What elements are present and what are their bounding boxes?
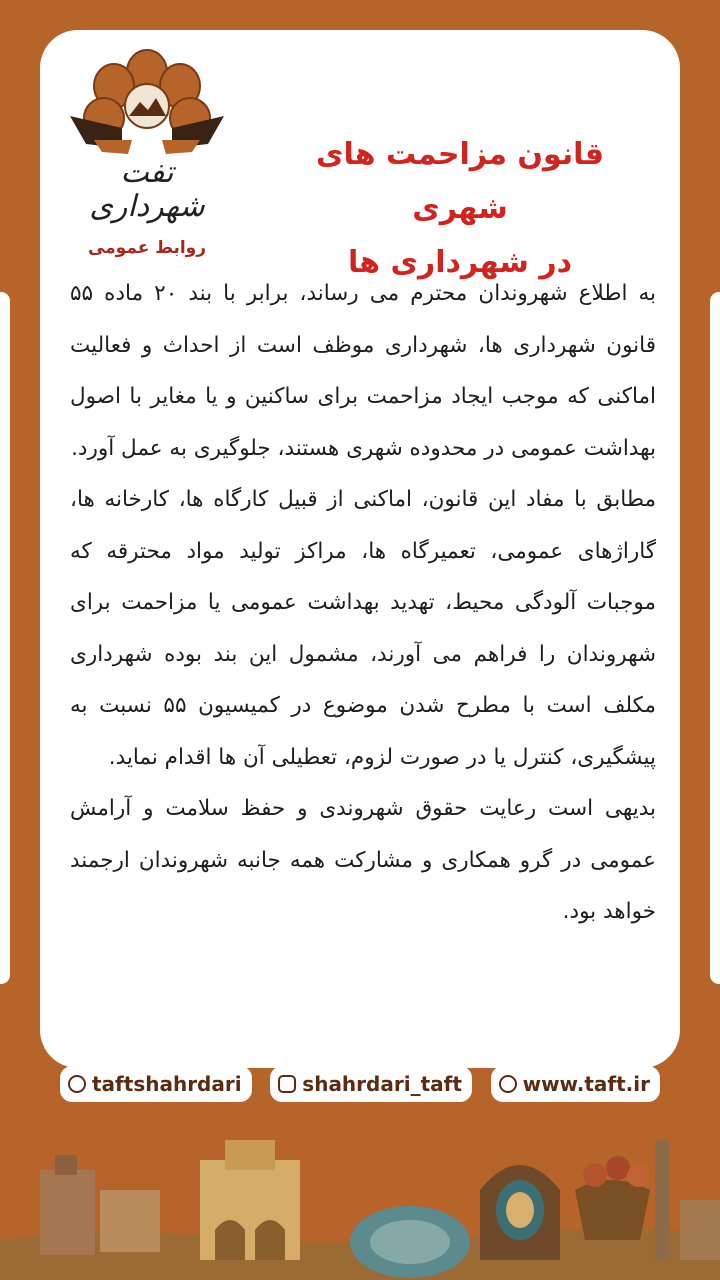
- announcement-body: [70, 268, 656, 938]
- instagram-link[interactable]: [270, 1066, 472, 1102]
- flower-emblem-icon: [62, 44, 252, 164]
- social-links: [60, 1066, 660, 1104]
- title-line-1: قانون مزاحمت های شهری: [315, 137, 605, 226]
- city-landmarks-illustration: [0, 1130, 720, 1280]
- eitaa-handle: taftshahrdari: [92, 1072, 242, 1096]
- right-decor-tab: [710, 292, 720, 984]
- left-decor-tab: [0, 292, 10, 984]
- title-line-2: در شهرداری ها: [347, 245, 573, 280]
- content-card: [40, 30, 680, 1068]
- page-title: [270, 128, 650, 290]
- eitaa-icon: [68, 1075, 86, 1093]
- globe-icon: [499, 1075, 517, 1093]
- paragraph-2: مطابق با مفاد این قانون، اماکنی از قبیل کارگاه ها، کارخانه ها، گاراژهای عمومی، تعمیرگاه ها، مراکز تولید مواد محترقه که موجبات آلودگی محیط، تهدید بهداشت عمومی یا مزاحمت برای شهروندان را فراهم می آورند، مشمول این بند بوده شهرداری مکلف است با مطرح شدن موضوع در کمیسیون ۵۵ نسبت به پیشگیری، کنترل یا در صورت لزوم، تعطیلی آن ها اقدام نماید.: [70, 487, 656, 770]
- instagram-handle: shahrdari_taft: [302, 1072, 462, 1096]
- website-link[interactable]: [491, 1066, 660, 1102]
- logo-department: روابط عمومی: [87, 238, 207, 258]
- logo-signature: تفت شهرداری: [89, 155, 205, 224]
- paragraph-1: به اطلاع شهروندان محترم می رساند، برابر با بند ۲۰ ماده ۵۵ قانون شهرداری ها، شهرداری موظف است از احداث و فعالیت اماکنی که موجب ایجاد مزاحمت برای ساکنین و یا مغایر با اصول بهداشت عمومی در محدوده شهری هستند، جلوگیری به عمل آورد.: [70, 281, 657, 461]
- instagram-icon: [278, 1075, 296, 1093]
- website-url: www.taft.ir: [522, 1072, 650, 1096]
- eitaa-link[interactable]: [60, 1066, 252, 1102]
- paragraph-3: بدیهی است رعایت حقوق شهروندی و حفظ سلامت و آرامش عمومی در گرو همکاری و مشارکت همه جانبه شهروندان ارجمند خواهد بود.: [70, 796, 656, 924]
- municipality-logo: [62, 44, 252, 269]
